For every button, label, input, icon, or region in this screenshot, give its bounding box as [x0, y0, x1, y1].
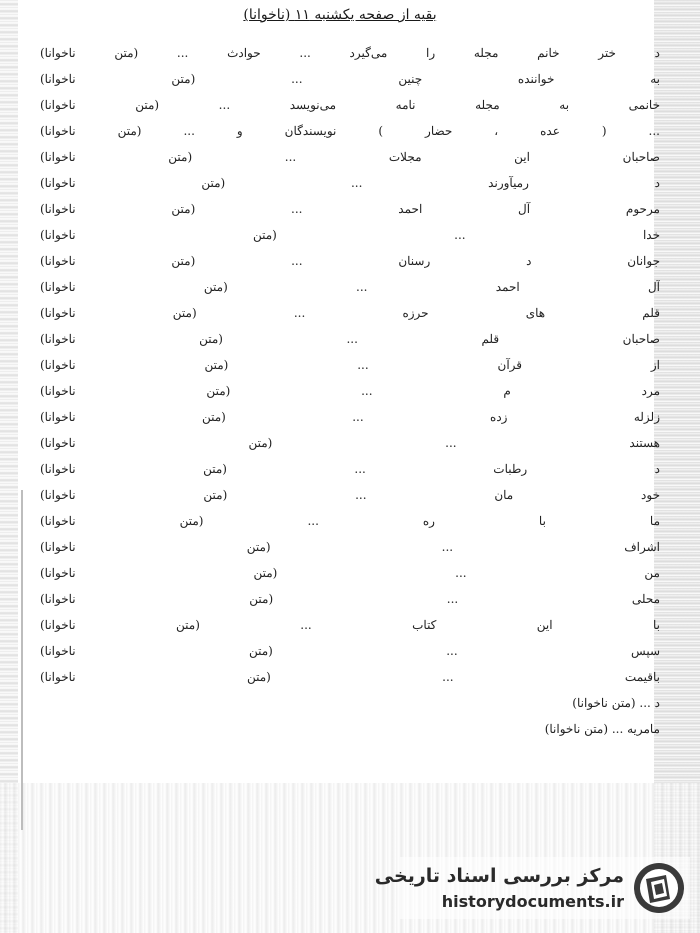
- body-line: د رطبات ... (متن ناخوانا): [40, 462, 660, 476]
- body-line: د رمیآورند ... (متن ناخوانا): [40, 176, 660, 190]
- archive-logo-icon: [632, 861, 686, 915]
- body-line: خانمی به مجله نامه می‌نویسد ... (متن ناخوانا): [40, 98, 660, 112]
- document-body: [40, 40, 660, 742]
- body-line: آل احمد ... (متن ناخوانا): [40, 280, 660, 294]
- body-line: من ... (متن ناخوانا): [40, 566, 660, 580]
- body-line: مامریه ... (متن ناخوانا): [544, 722, 660, 736]
- body-line: با این کتاب ... (متن ناخوانا): [40, 618, 660, 632]
- body-line: د ... (متن ناخوانا): [572, 696, 660, 710]
- body-line: باقیمت ... (متن ناخوانا): [40, 670, 660, 684]
- body-line: خود مان ... (متن ناخوانا): [40, 488, 660, 502]
- watermark-url: historydocuments.ir: [441, 892, 624, 911]
- body-line: ... ( عده ، حضار ) نویسندگان و ... (متن ناخوانا): [40, 124, 660, 138]
- body-line: محلی ... (متن ناخوانا): [40, 592, 660, 606]
- body-line: اشراف ... (متن ناخوانا): [40, 540, 660, 554]
- body-line: از قرآن ... (متن ناخوانا): [40, 358, 660, 372]
- body-line: زلزله زده ... (متن ناخوانا): [40, 410, 660, 424]
- body-line: مرد م ... (متن ناخوانا): [40, 384, 660, 398]
- archive-watermark: [374, 857, 690, 919]
- body-line: ما با ره ... (متن ناخوانا): [40, 514, 660, 528]
- body-line: مرحوم آل احمد ... (متن ناخوانا): [40, 202, 660, 216]
- page-fold-line: [21, 490, 23, 830]
- body-line: خدا ... (متن ناخوانا): [40, 228, 660, 242]
- body-line: هستند ... (متن ناخوانا): [40, 436, 660, 450]
- body-line: صاحبان قلم ... (متن ناخوانا): [40, 332, 660, 346]
- watermark-title: مرکز بررسی اسناد تاریخی: [374, 865, 624, 887]
- body-line: جوانان د رسنان ... (متن ناخوانا): [40, 254, 660, 268]
- document-header: بقیه از صفحه یکشنبه ۱۱ (ناخوانا): [243, 7, 437, 23]
- body-line: به خواننده چنین ... (متن ناخوانا): [40, 72, 660, 86]
- body-line: سپس ... (متن ناخوانا): [40, 644, 660, 658]
- body-line: صاحبان این مجلات ... (متن ناخوانا): [40, 150, 660, 164]
- body-line: قلم های حرزه ... (متن ناخوانا): [40, 306, 660, 320]
- body-line: د ختر خانم مجله را می‌گیرد ... حوادث ... (متن ناخوانا): [40, 46, 660, 60]
